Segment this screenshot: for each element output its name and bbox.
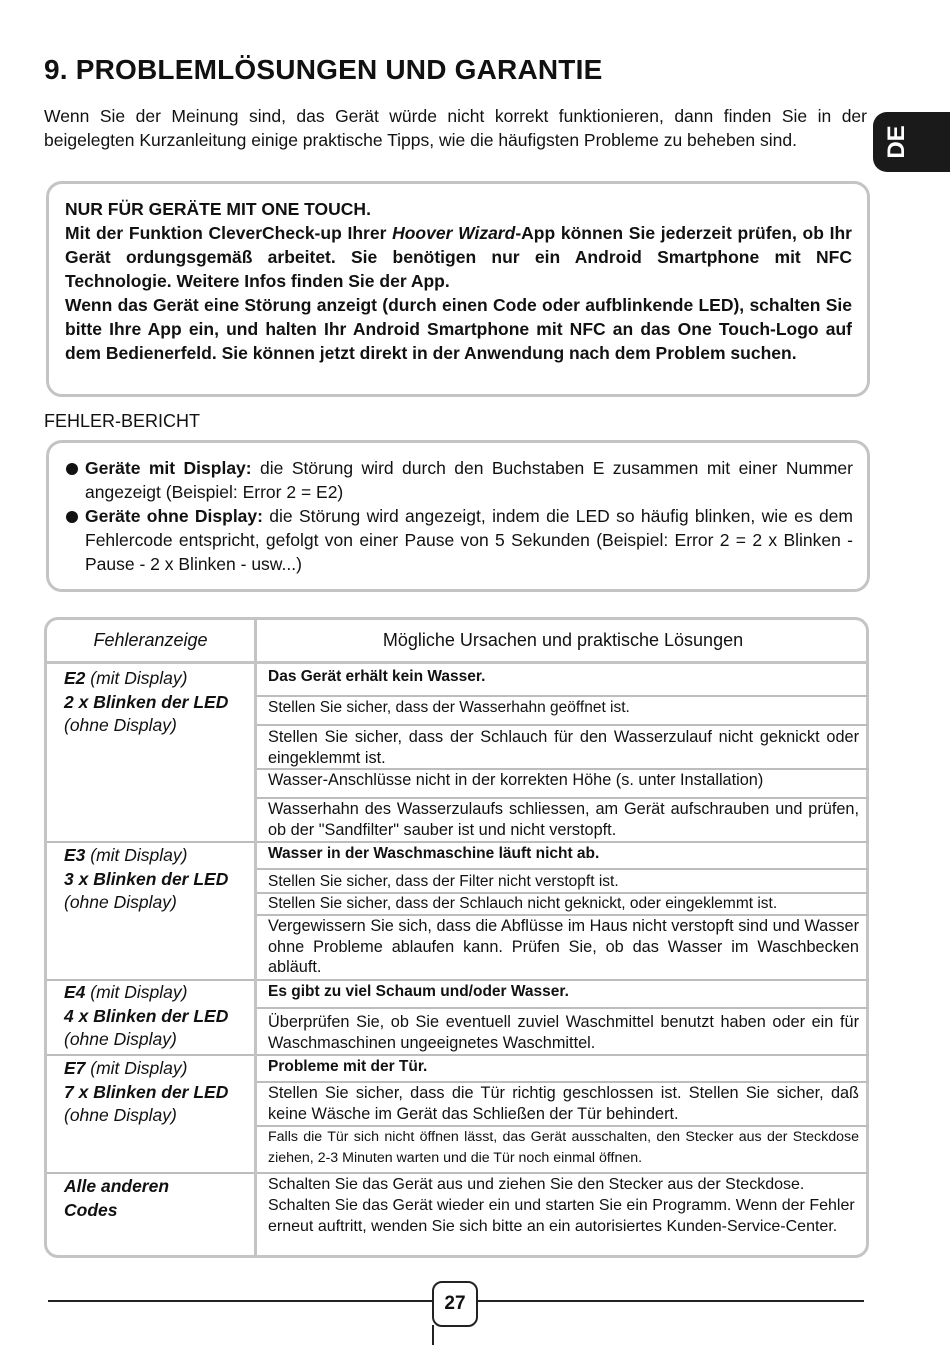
one-touch-box <box>46 181 870 397</box>
error-code-e7: E7 (mit Display) 7 x Blinken der LED (ohne Display) <box>64 1058 229 1125</box>
solution-item: Stellen Sie sicher, dass der Wasserhahn geöffnet ist. <box>268 699 630 716</box>
error-code-other: Alle anderen Codes <box>64 1176 170 1220</box>
error-report-label: FEHLER-BERICHT <box>44 411 201 431</box>
cause-e3: Wasser in der Waschmaschine läuft nicht ab. <box>268 845 600 862</box>
header-divider <box>47 661 866 664</box>
error-report-box <box>46 440 870 592</box>
page-title: 9. PROBLEMLÖSUNGEN UND GARANTIE <box>44 54 603 85</box>
cell-divider <box>257 695 869 697</box>
one-touch-paragraph-1: Mit der Funktion CleverCheck-up Ihrer Hoover Wizard-App können Sie jederzeit prüfen, ob Ihr Gerät ordungsgemäß arbeitet. Sie benötigen nur ein Android Smartphone mit NFC Technologie. Weitere Infos finden Sie der App. <box>65 223 852 291</box>
solution-item: Wasser-Anschlüsse nicht in der korrekten Höhe (s. unter Installation) <box>268 771 764 789</box>
cell-divider <box>257 724 869 726</box>
solution-item: Stellen Sie sicher, dass der Schlauch für den Wasserzulauf nicht geknickt oder eingeklemmt ist. <box>268 728 859 767</box>
app-name: Hoover Wizard <box>392 223 516 243</box>
one-touch-heading: NUR FÜR GERÄTE MIT ONE TOUCH. <box>65 199 371 219</box>
error-code-e3: E3 (mit Display) 3 x Blinken der LED (ohne Display) <box>64 845 229 912</box>
solution-item: Vergewissern Sie sich, dass die Abflüsse im Haus nicht verstopft sind und Wasser ohne Probleme ablaufen kann. Prüfen Sie, ob das Wasser im Waschbecken abläuft. <box>268 917 859 976</box>
solution-item: Stellen Sie sicher, dass der Filter nicht verstopft ist. <box>268 873 619 890</box>
footer-rule-right <box>478 1300 864 1302</box>
solution-item: Wasserhahn des Wasserzulaufs schliessen, am Gerät aufschrauben und prüfen, ob der "Sandfilter" sauber ist und nicht verstopft. <box>268 800 859 839</box>
solution-item: Stellen Sie sicher, dass die Tür richtig geschlossen ist. Stellen Sie sicher, daß keine Wäsche im Gerät das Schließen der Tür behindert. <box>268 1084 859 1123</box>
one-touch-paragraph-2: Wenn das Gerät eine Störung anzeigt (durch einen Code oder aufblinkende LED), schalten Sie bitte Ihre App ein, und halten Ihr Android Smartphone mit NFC an das One Touch-Logo auf dem Bedienerfeld. Sie können jetzt direkt in der Anwendung nach dem Problem suchen. <box>65 295 852 363</box>
cell-divider <box>257 1054 869 1056</box>
page-number-tick <box>432 1325 434 1345</box>
footer-rule-left <box>48 1300 432 1302</box>
cell-divider <box>257 1007 869 1009</box>
language-tab-label: DE <box>883 125 910 159</box>
column-header-solutions: Mögliche Ursachen und praktische Lösungen <box>382 630 744 650</box>
solution-item: Überprüfen Sie, ob Sie eventuell zuviel Waschmittel benutzt haben oder ein für Waschmaschinen ungeeignetes Waschmittel. <box>268 1013 859 1052</box>
solution-item: Falls die Tür sich nicht öffnen lässt, das Gerät ausschalten, den Stecker aus der Steckdose ziehen, 2-3 Minuten warten und die Tür noch einmal öffnen. <box>268 1129 859 1166</box>
solution-item: Stellen Sie sicher, dass der Schlauch nicht geknickt, oder eingeklemmt ist. <box>268 895 778 912</box>
page-number: 27 <box>432 1281 478 1327</box>
row-divider <box>47 1172 254 1174</box>
column-header-error-display: Fehleranzeige <box>93 630 208 650</box>
row-divider <box>47 841 254 843</box>
cause-e2: Das Gerät erhält kein Wasser. <box>268 668 486 685</box>
bullet-without-display: Geräte ohne Display: die Störung wird angezeigt, indem die LED so häufig blinken, wie es dem Fehlercode entspricht, gefolgt von einer Pause von 5 Sekunden (Beispiel: Error 2 = 2 x Blinken - Pause - 2 x Blinken - usw...) <box>65 504 853 576</box>
language-tab <box>873 112 950 172</box>
row-divider <box>47 1054 254 1056</box>
bullet-dot-icon <box>66 511 78 523</box>
solution-item: Schalten Sie das Gerät aus und ziehen Sie den Stecker aus der Steckdose. Schalten Sie das Gerät wieder ein und starten Sie ein Programm. Wenn der Fehler erneut auftritt, wenden Sie sich bitte an ein autorisiertes Kunden-Service-Center. <box>268 1176 855 1235</box>
cell-divider <box>257 979 869 981</box>
error-code-e2: E2 (mit Display) 2 x Blinken der LED (ohne Display) <box>64 668 229 735</box>
column-divider <box>254 620 257 1255</box>
troubleshooting-table <box>44 617 869 1258</box>
cause-e4: Es gibt zu viel Schaum und/oder Wasser. <box>268 983 569 1000</box>
cell-divider <box>257 841 869 843</box>
bullet-dot-icon <box>66 463 78 475</box>
cause-e7: Probleme mit der Tür. <box>268 1058 428 1075</box>
error-code-e4: E4 (mit Display) 4 x Blinken der LED (ohne Display) <box>64 982 229 1049</box>
bullet-with-display: Geräte mit Display: die Störung wird durch den Buchstaben E zusammen mit einer Nummer angezeigt (Beispiel: Error 2 = E2) <box>65 456 853 504</box>
cell-divider <box>257 868 869 870</box>
intro-paragraph: Wenn Sie der Meinung sind, das Gerät würde nicht korrekt funktionieren, dann finden Sie in der beigelegten Kurzanleitung einige praktische Tipps, wie die häufigsten Probleme zu beheben sind. <box>44 106 867 150</box>
